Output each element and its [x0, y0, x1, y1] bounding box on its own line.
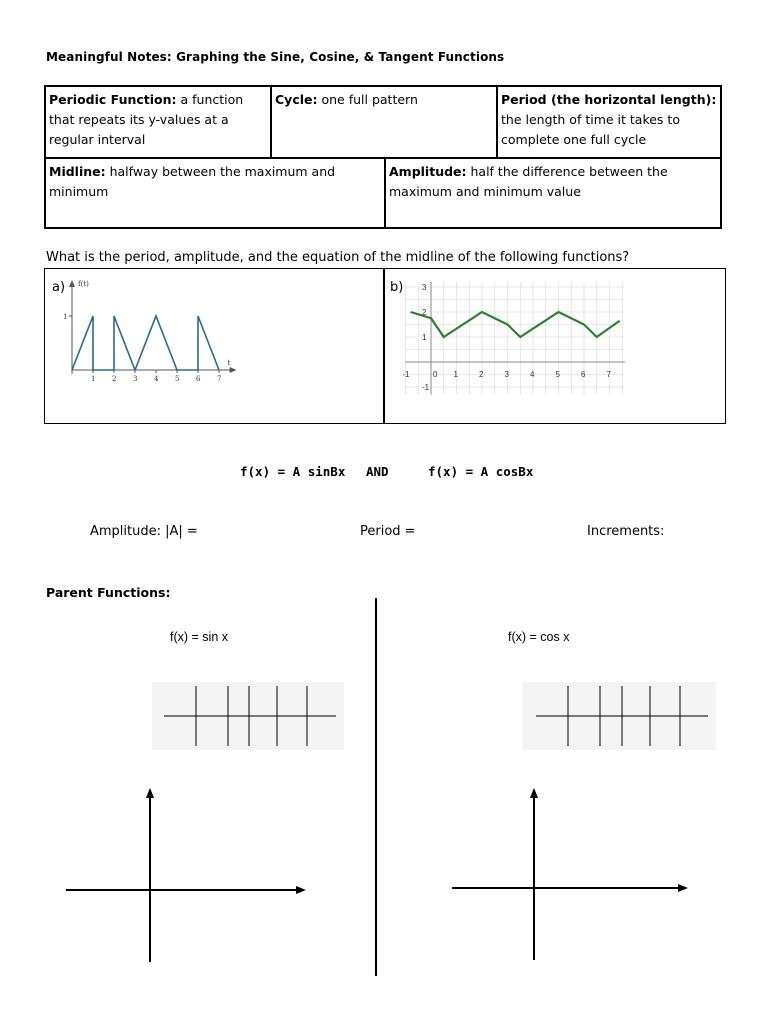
cos-function-label: f(x) = cos x [508, 630, 570, 644]
graph-a-plot [63, 280, 237, 383]
vocab-table-row2 [44, 157, 722, 229]
period-term: Period (the horizontal length): [501, 92, 717, 107]
graph-a-xtick-label: 5 [175, 375, 180, 383]
formula-sin: f(x) = A sinBx [240, 464, 346, 479]
graph-a [60, 276, 250, 388]
cycle-cell [271, 86, 497, 158]
graph-b-label: b) [390, 280, 404, 295]
graph-b-xtick-label: 2 [479, 370, 484, 379]
graph-b-xtick-label: 7 [606, 370, 611, 379]
cos-blank-axes [448, 784, 698, 966]
graph-a-y-arrow [69, 280, 75, 287]
increments-field: Increments: [587, 524, 665, 539]
graph-a-ylabel: f(t) [78, 280, 89, 288]
graph-b-xtick-label: 6 [581, 370, 586, 379]
graph-b-plot [403, 282, 625, 395]
graph-a-xtick-label: 4 [154, 375, 159, 383]
sin-function-label: f(x) = sin x [170, 630, 228, 644]
graph-b-ytick-label: 3 [422, 283, 427, 292]
page-title: Meaningful Notes: Graphing the Sine, Cosine, & Tangent Functions [46, 50, 505, 64]
periodic-def: a function that repeats its y-values at a regular interval [49, 92, 244, 147]
period-field: Period = [360, 524, 416, 539]
graph-a-xtick-label: 7 [217, 375, 222, 383]
period-def: the length of time it takes to complete one full cycle [501, 112, 680, 147]
graph-a-ytick-label: 1 [63, 313, 68, 321]
cycle-term: Cycle: [275, 92, 318, 107]
periodic-function-cell [45, 86, 271, 158]
graph-a-xtick-label: 3 [133, 375, 138, 383]
graphs-divider [383, 268, 385, 423]
period-cell [497, 86, 721, 158]
vocab-table-row1 [44, 85, 722, 159]
cos-value-table [522, 682, 716, 750]
graph-a-xtick-label: 1 [91, 375, 96, 383]
graph-b-ytick-label: -1 [422, 383, 430, 392]
graph-b-xtick-label: 0 [433, 370, 438, 379]
parent-functions-label: Parent Functions: [46, 585, 171, 600]
center-divider [375, 598, 377, 976]
graph-b-ytick-label: 1 [422, 333, 427, 342]
graph-a-label: a) [52, 280, 66, 295]
amplitude-cell [385, 158, 721, 228]
graph-b-xtick-label: 1 [453, 370, 458, 379]
amplitude-term: Amplitude: [389, 164, 467, 179]
midline-def: halfway between the maximum and minimum [49, 164, 336, 199]
graph-a-x-arrow [230, 367, 237, 373]
graph-b [402, 278, 634, 400]
formula-and: AND [366, 464, 389, 479]
midline-term: Midline: [49, 164, 106, 179]
cycle-def: one full pattern [317, 92, 418, 107]
midline-cell [45, 158, 385, 228]
sin-blank-axes [62, 784, 312, 966]
amplitude-def: half the difference between the maximum and minimum value [389, 164, 668, 199]
graph-b-xtick-label: 5 [555, 370, 560, 379]
graph-a-series-line [72, 316, 219, 370]
graph-b-ytick-label: 2 [422, 308, 427, 317]
graph-b-xtick-label: -1 [402, 370, 410, 379]
graph-a-xtick-label: 6 [196, 375, 201, 383]
graph-b-xtick-label: 3 [504, 370, 509, 379]
sin-value-table [152, 682, 344, 750]
question-text: What is the period, amplitude, and the equation of the midline of the following functions? [46, 250, 630, 265]
graph-a-xtick-label: 2 [112, 375, 117, 383]
graph-b-xtick-label: 4 [530, 370, 535, 379]
amplitude-field: Amplitude: |A| = [90, 524, 198, 539]
graph-a-xlabel: t [227, 359, 231, 367]
periodic-term: Periodic Function: [49, 92, 177, 107]
formula-cos: f(x) = A cosBx [428, 464, 534, 479]
